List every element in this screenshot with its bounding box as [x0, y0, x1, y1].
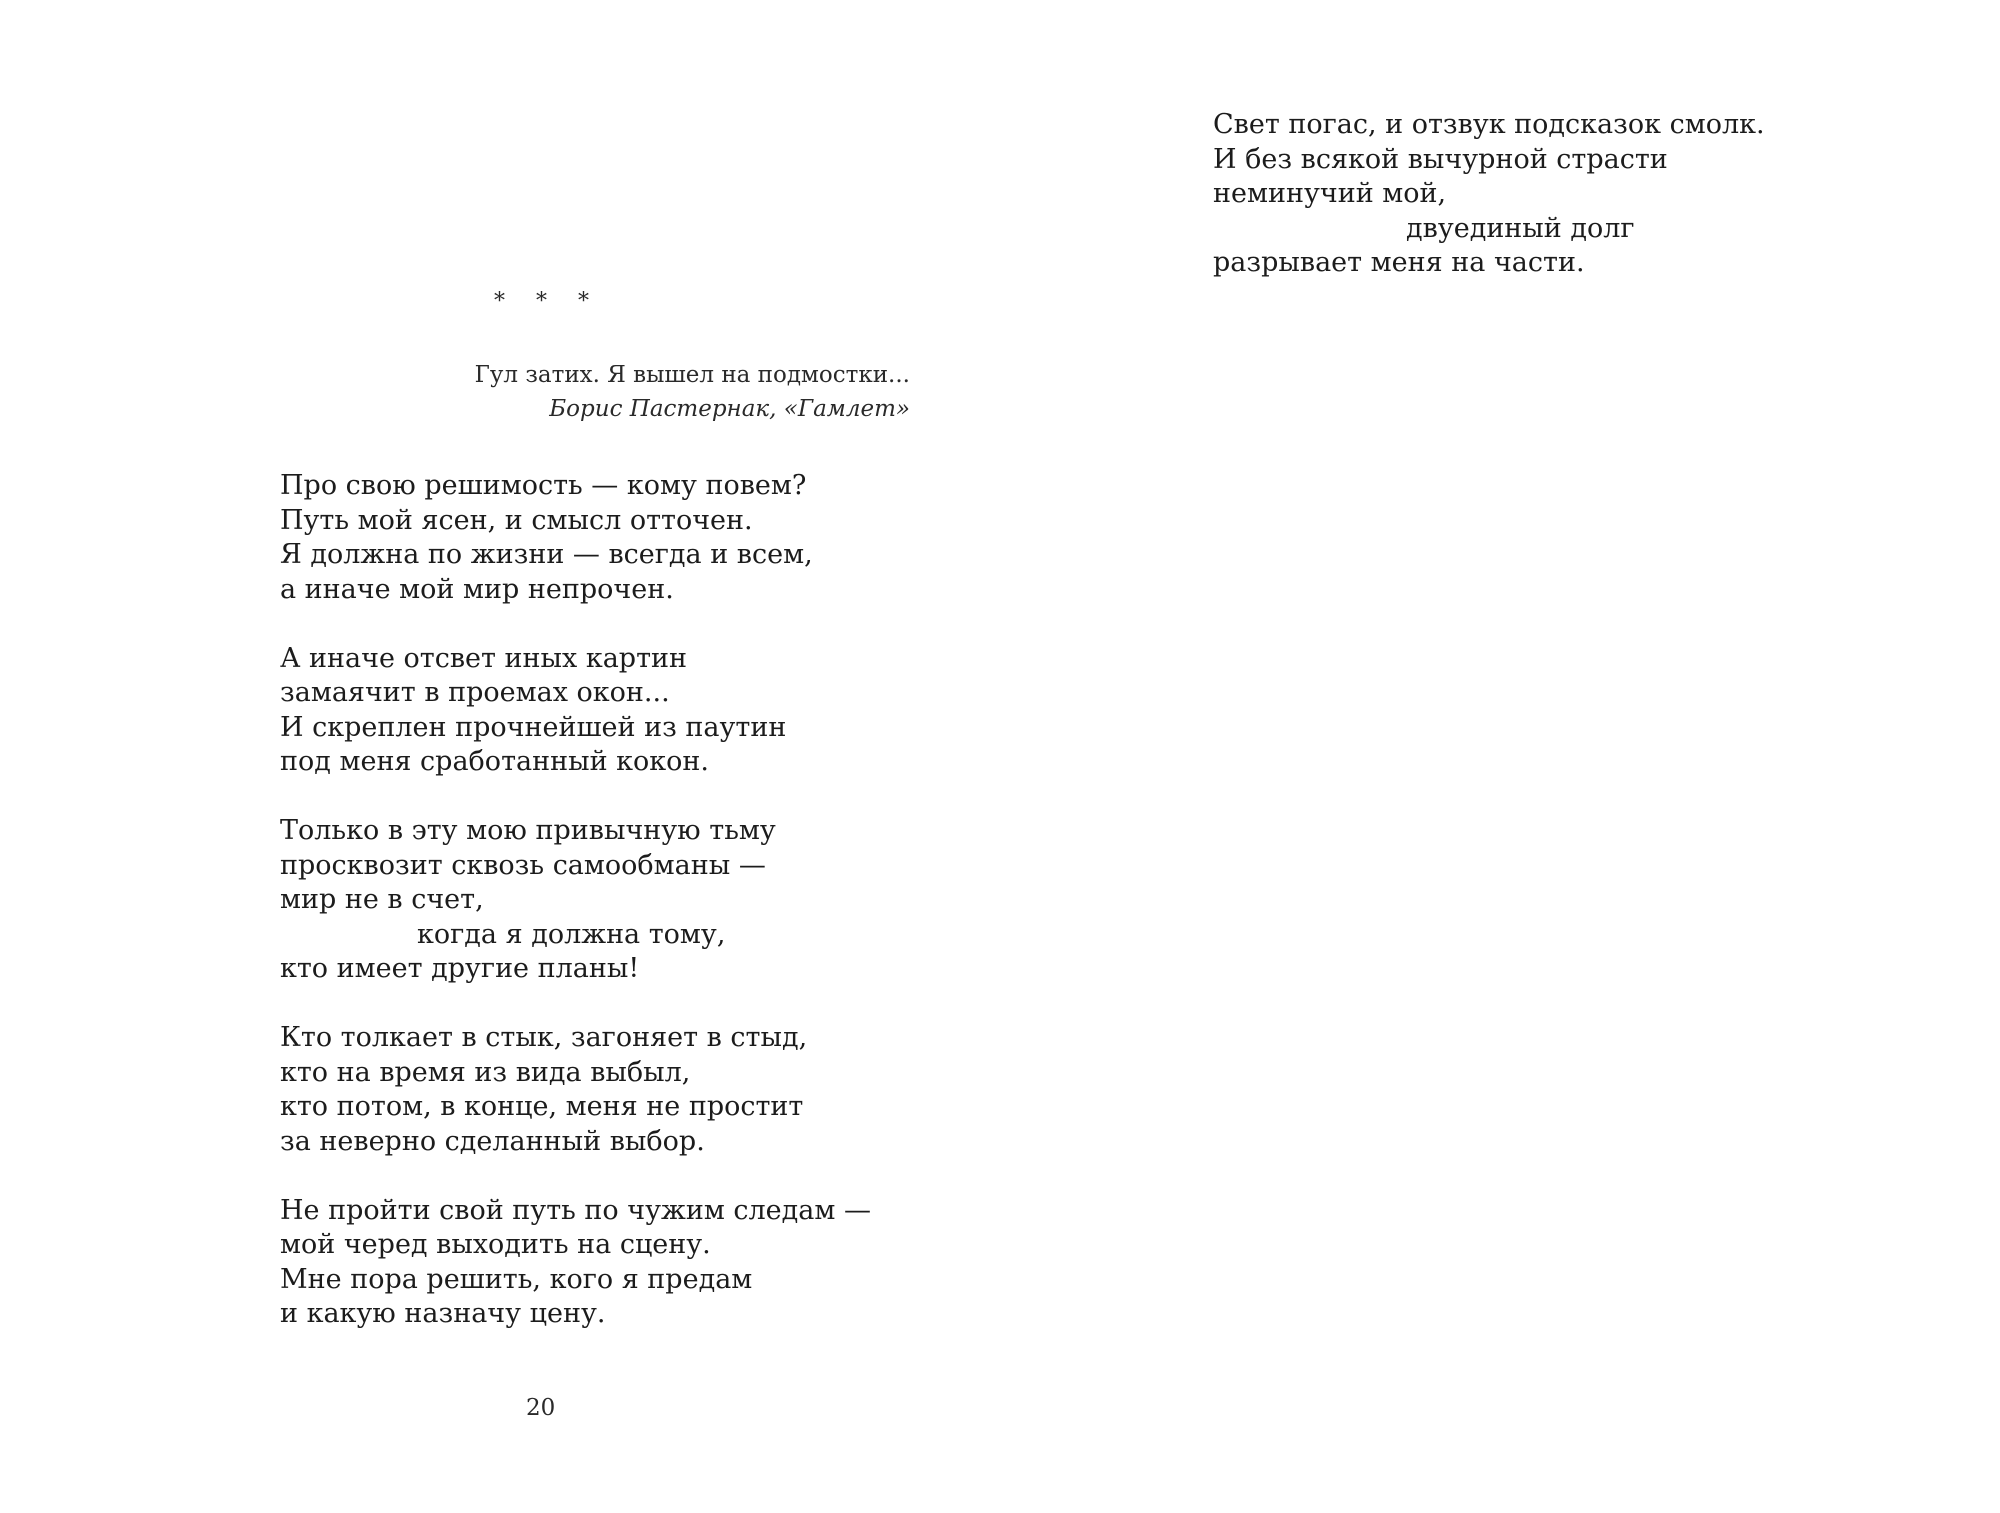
poem-line: И без всякой вычурной страсти — [1213, 143, 1668, 175]
poem-line-indented: двуединый долг — [1406, 212, 1635, 244]
poem-line: и какую назначу цену. — [280, 1298, 606, 1329]
poem-line: неминучий мой, — [1213, 178, 1447, 209]
poem-line: Свет погас, и отзвук подсказок смолк. — [1213, 109, 1765, 140]
poem-line: Только в эту мою привычную тьму — [280, 815, 776, 846]
poem-line: кто потом, в конце, меня не простит — [280, 1091, 804, 1122]
poem-line: а иначе мой мир непрочен. — [280, 573, 674, 605]
poem-left — [280, 469, 871, 1332]
epigraph-quote: Гул затих. Я вышел на подмостки... — [474, 362, 910, 388]
stanza — [280, 469, 871, 607]
poem-line: кто на время из вида выбыл, — [280, 1056, 691, 1088]
page-number: 20 — [526, 1395, 556, 1421]
poem-line: замаячит в проемах окон... — [280, 677, 670, 708]
stanza — [280, 642, 871, 780]
poem-line: И скреплен прочнейшей из паутин — [280, 711, 787, 743]
epigraph-attribution: Борис Пастернак, «Гамлет» — [549, 396, 910, 422]
right-page — [1000, 0, 2000, 1513]
stanza — [280, 1021, 871, 1159]
epigraph — [475, 358, 910, 426]
poem-line: мой черед выходить на сцену. — [280, 1229, 711, 1260]
poem-line: просквозит сквозь самообманы — — [280, 849, 766, 881]
stanza — [280, 1194, 871, 1332]
poem-line: А иначе отсвет иных картин — [280, 642, 688, 674]
poem-line: Про свою решимость — кому повем? — [280, 470, 807, 501]
poem-line: Я должна по жизни — всегда и всем, — [280, 539, 813, 570]
poem-line: Не пройти свой путь по чужим следам — — [280, 1194, 871, 1226]
poem-line: за неверно сделанный выбор. — [280, 1125, 705, 1157]
poem-line: разрывает меня на части. — [1213, 247, 1585, 278]
poem-right — [1213, 108, 1765, 281]
poem-line: кто имеет другие планы! — [280, 953, 640, 984]
poem-line: под меня сработанный кокон. — [280, 746, 709, 777]
poem-line: мир не в счет, — [280, 884, 484, 915]
stanza — [280, 814, 871, 987]
poem-line-indented: когда я должна тому, — [417, 918, 726, 950]
section-ornament: * * * — [494, 289, 601, 314]
poem-line: Кто толкает в стык, загоняет в стыд, — [280, 1022, 808, 1053]
poem-line: Мне пора решить, кого я предам — [280, 1263, 753, 1295]
stanza — [1213, 108, 1765, 281]
poem-line: Путь мой ясен, и смысл отточен. — [280, 504, 753, 536]
